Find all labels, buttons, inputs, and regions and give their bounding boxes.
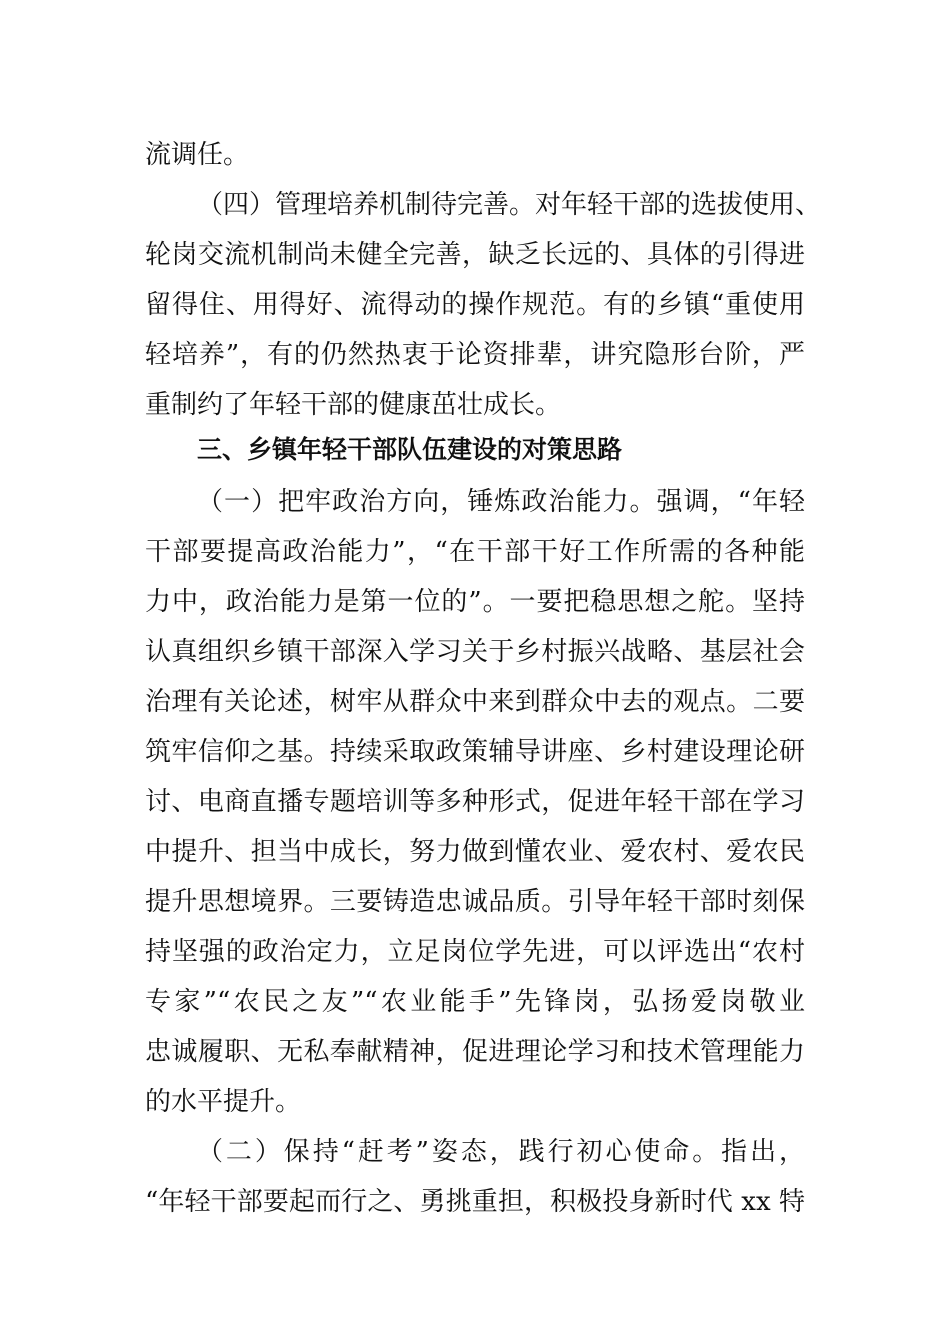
text-line: “年轻干部要起而行之、勇挑重担，积极投身新时代 xx 特 xyxy=(145,1187,805,1217)
text-line: 讨、电商直播专题培训等多种形式，促进年轻干部在学习 xyxy=(145,787,805,817)
text-line: 治理有关论述，树牢从群众中来到群众中去的观点。二要 xyxy=(145,687,805,717)
paragraph-line: （二）保持“赶考”姿态，践行初心使命。指出， xyxy=(197,1137,805,1167)
text-line: 的水平提升。 xyxy=(145,1087,302,1117)
text-line: 重制约了年轻干部的健康茁壮成长。 xyxy=(145,390,562,420)
section-heading: 三、乡镇年轻干部队伍建设的对策思路 xyxy=(197,435,623,464)
text-line: 专家”“农民之友”“农业能手”先锋岗，弘扬爱岗敬业 xyxy=(145,987,805,1017)
text-line: 持坚强的政治定力，立足岗位学先进，可以评选出“农村 xyxy=(145,937,805,967)
paragraph-line: （四）管理培养机制待完善。对年轻干部的选拔使用、 xyxy=(197,190,822,220)
text-line: 轮岗交流机制尚未健全完善，缺乏长远的、具体的引得进 xyxy=(145,240,805,270)
text-line: 流调任。 xyxy=(145,140,250,170)
text-line: 筑牢信仰之基。持续采取政策辅导讲座、乡村建设理论研 xyxy=(145,737,805,767)
text-line: 轻培养”，有的仍然热衷于论资排辈，讲究隐形台阶，严 xyxy=(145,340,805,370)
paragraph-line: （一）把牢政治方向，锤炼政治能力。强调，“年轻 xyxy=(197,487,805,517)
text-line: 干部要提高政治能力”，“在干部干好工作所需的各种能 xyxy=(145,537,805,567)
text-line: 认真组织乡镇干部深入学习关于乡村振兴战略、基层社会 xyxy=(145,637,805,667)
text-line: 忠诚履职、无私奉献精神，促进理论学习和技术管理能力 xyxy=(145,1037,805,1067)
text-line: 提升思想境界。三要铸造忠诚品质。引导年轻干部时刻保 xyxy=(145,887,805,917)
text-line: 力中，政治能力是第一位的”。一要把稳思想之舵。坚持 xyxy=(145,587,805,617)
text-line: 留得住、用得好、流得动的操作规范。有的乡镇“重使用 xyxy=(145,290,805,320)
text-line: 中提升、担当中成长，努力做到懂农业、爱农村、爱农民 xyxy=(145,837,805,867)
